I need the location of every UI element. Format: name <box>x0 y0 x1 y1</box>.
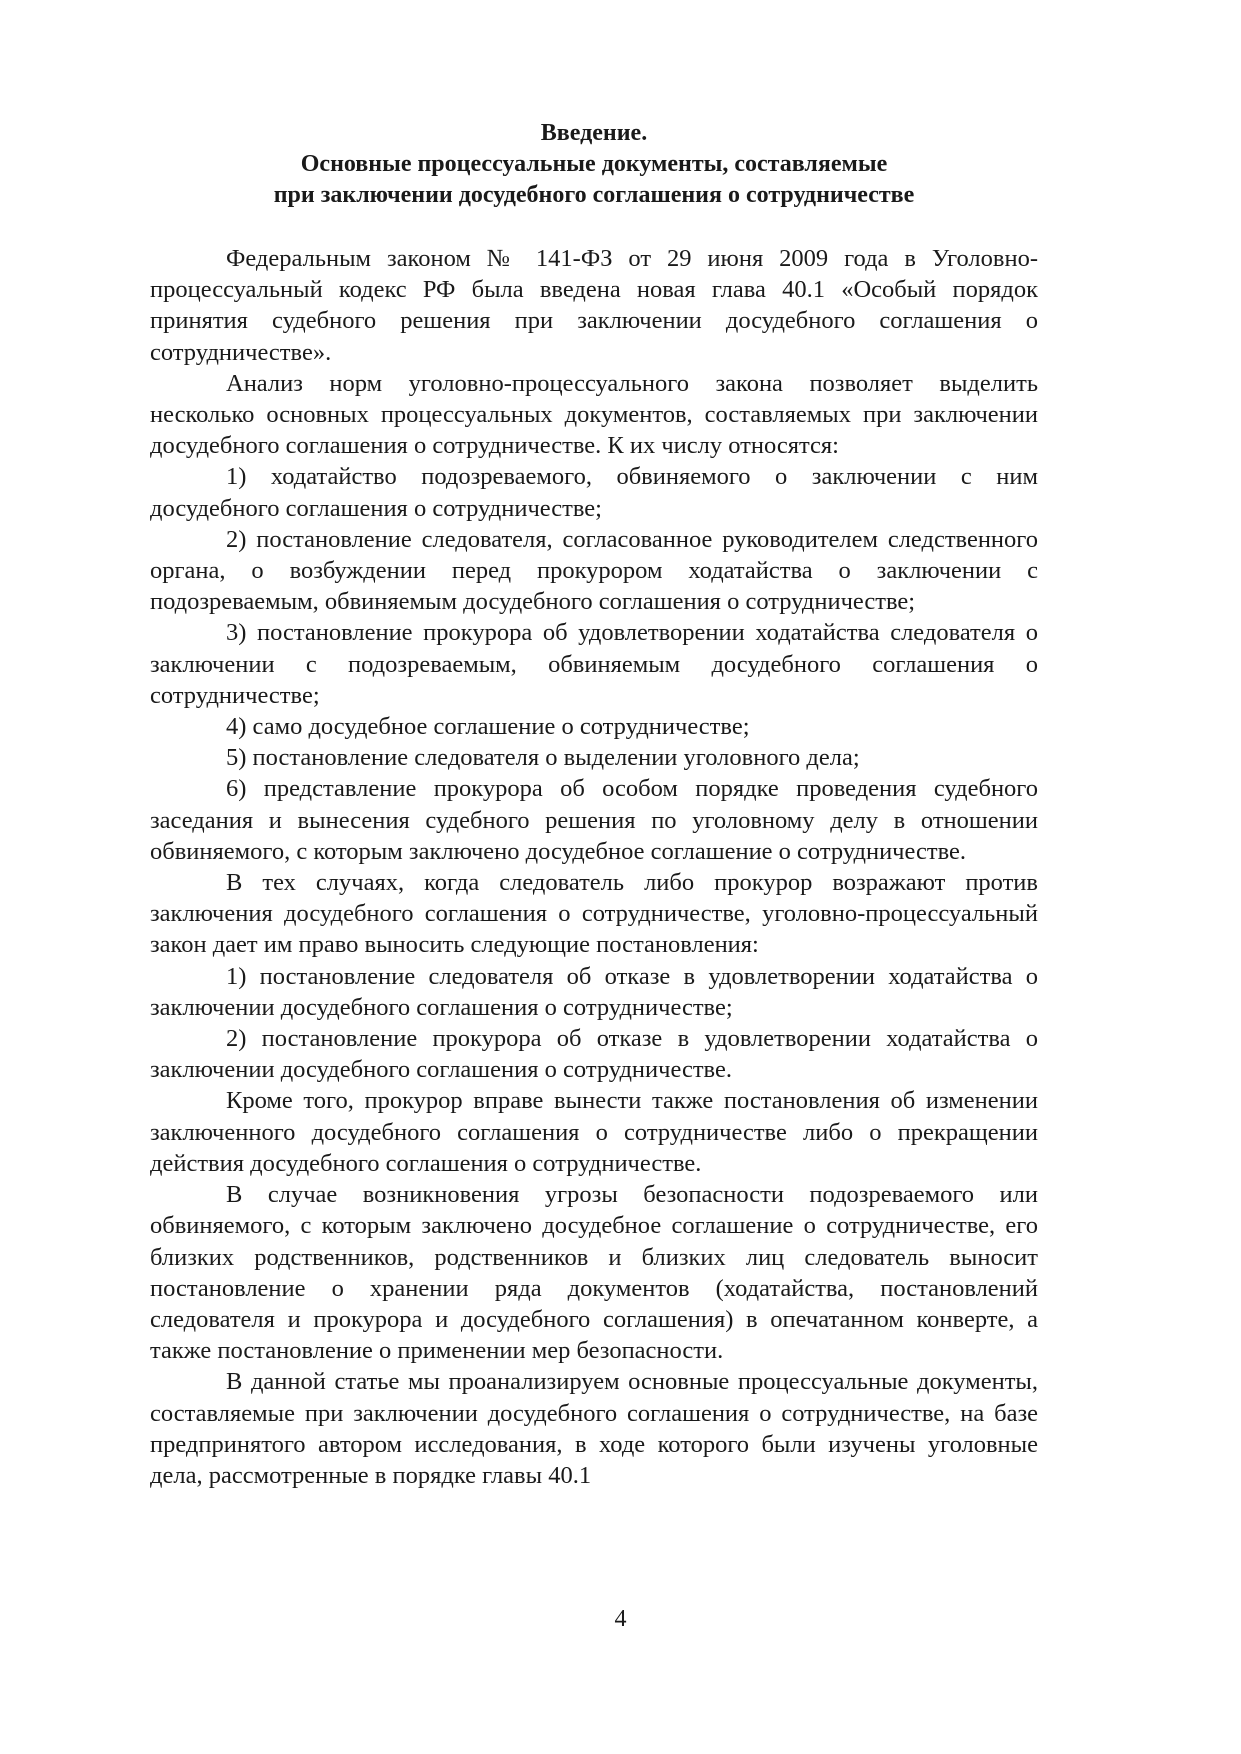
list-item-5: 5) постановление следователя о выделении уголовного дела; <box>226 744 860 772</box>
list-item-1: 1) ходатайство подозреваемого, обвиняемого о заключении с ним досудебного соглашения о сотрудничестве; <box>150 463 1038 522</box>
list-item-2: 2) постановление следователя, согласованное руководителем следственного органа, о возбуждении перед прокурором ходатайства о заключении с подозреваемым, обвиняемым досудебного соглашения о сотрудничестве; <box>150 525 1038 616</box>
page-heading <box>150 118 1038 211</box>
paragraph-objections: В тех случаях, когда следователь либо прокурор возражают против заключения досудебного соглашения о сотрудничестве, уголовно-процессуальный закон дает им право выносить следующие постановления: <box>150 869 1038 959</box>
paragraph-analysis: Анализ норм уголовно-процессуального закона позволяет выделить несколько основных процессуальных документов, составляемых при заключении досудебного соглашения о сотрудничестве. К их числу относятся: <box>150 369 1038 460</box>
paragraph-prosecutor-rights: Кроме того, прокурор вправе вынести также постановления об изменении заключенного досудебного соглашения о сотрудничестве либо о прекращении действия досудебного соглашения о сотрудничестве. <box>150 1087 1038 1177</box>
paragraph-article-scope: В данной статье мы проанализируем основные процессуальные документы, составляемые при заключении досудебного соглашения о сотрудничестве, на базе предпринятого автором исследования, в ходе которого были изучены уголовные дела, рассмотренные в порядке главы 40.1 <box>150 1368 1038 1489</box>
body-text <box>150 243 1038 1491</box>
list-item-3: 3) постановление прокурора об удовлетворении ходатайства следователя о заключении с подозреваемым, обвиняемым досудебного соглашения о сотрудничестве; <box>150 619 1038 709</box>
paragraph-security: В случае возникновения угрозы безопасности подозреваемого или обвиняемого, с которым заключено досудебное соглашение о сотрудничестве, его близких родственников, родственников и близких лиц следователь выносит постановление о хранении ряда документов (ходатайства, постановлений следователя и прокурора и досудебного соглашения) в опечатанном конверте, а также постановление о применении мер безопасности. <box>150 1181 1038 1365</box>
heading-line-2: Основные процессуальные документы, составляемые <box>300 151 888 177</box>
list-item-6: 6) представление прокурора об особом порядке проведения судебного заседания и вынесения судебного решения по уголовному делу в отношении обвиняемого, с которым заключено досудебное соглашение о сотрудничестве. <box>150 775 1038 865</box>
page-content <box>150 118 1038 1491</box>
paragraph-intro-law: Федеральным законом № 141-ФЗ от 29 июня 2009 года в Уголовно-процессуальный кодекс РФ была введена новая глава 40.1 «Особый порядок принятия судебного решения при заключении досудебного соглашения о сотрудничестве». <box>150 245 1038 366</box>
heading-line-1: Введение. <box>540 120 648 146</box>
heading-line-3: при заключении досудебного соглашения о сотрудничестве <box>273 182 915 208</box>
list-item-4: 4) само досудебное соглашение о сотрудничестве; <box>226 713 750 741</box>
refusal-item-1: 1) постановление следователя об отказе в удовлетворении ходатайства о заключении досудебного соглашения о сотрудничестве; <box>150 962 1038 1021</box>
refusal-item-2: 2) постановление прокурора об отказе в удовлетворении ходатайства о заключении досудебного соглашения о сотрудничестве. <box>150 1025 1038 1084</box>
page-number: 4 <box>614 1606 627 1632</box>
